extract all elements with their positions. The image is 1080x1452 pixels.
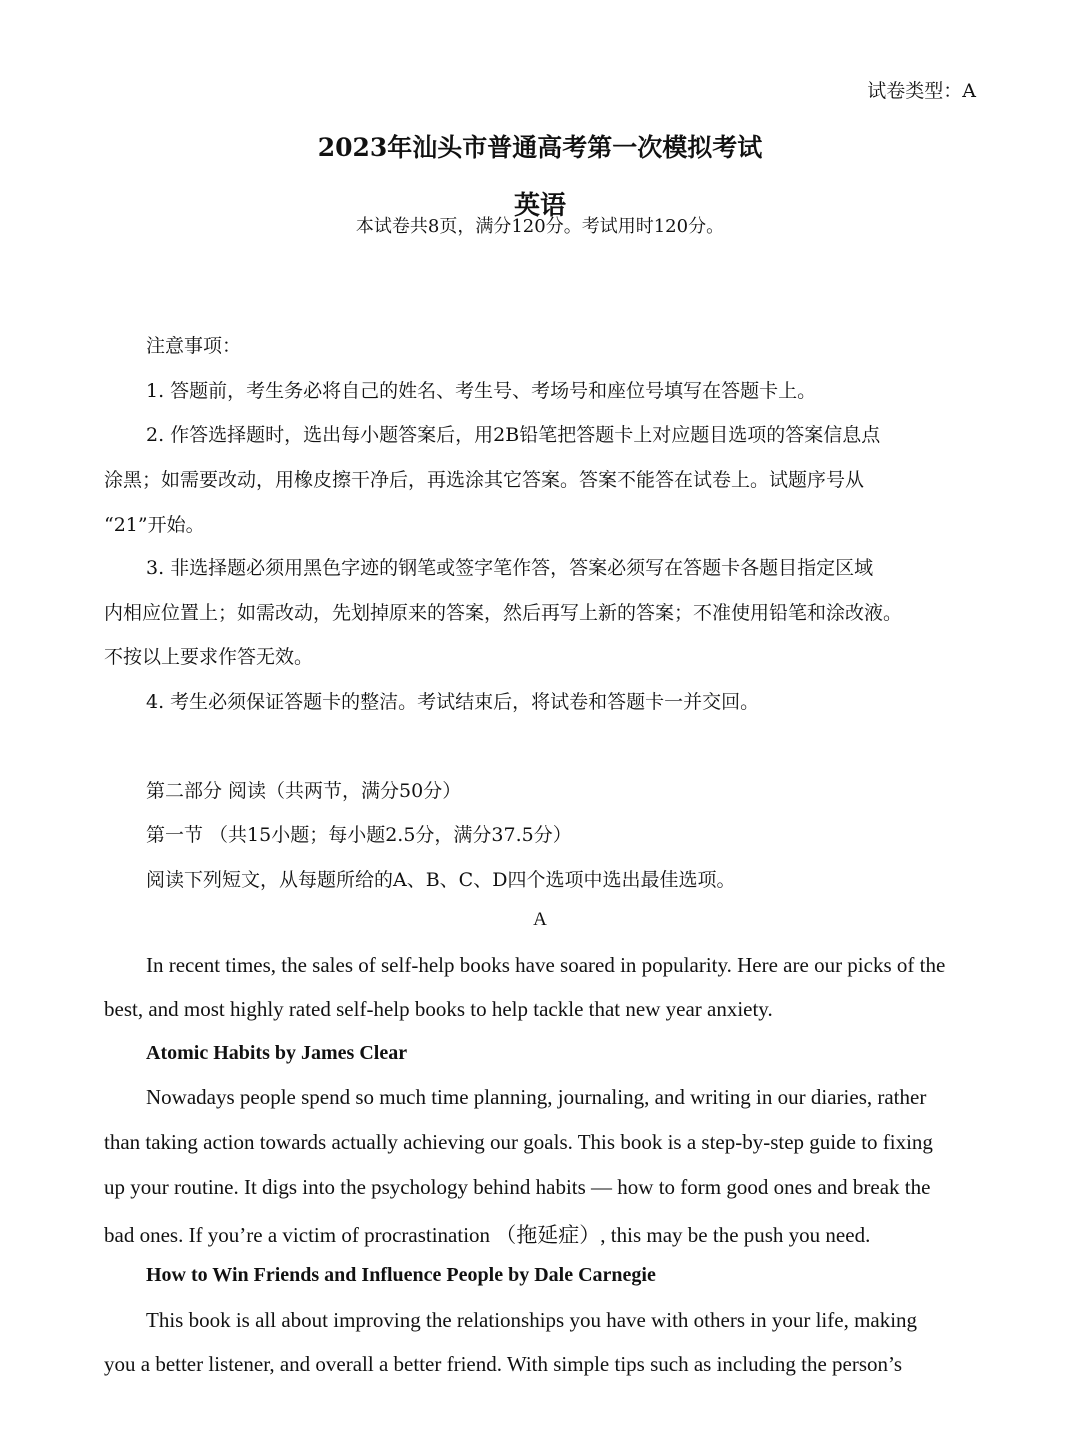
- notice-item: 4. 考生必须保证答题卡的整洁。考试结束后，将试卷和答题卡一并交回。: [146, 691, 760, 713]
- notice-item: 内相应位置上；如需改动，先划掉原来的答案，然后再写上新的答案；不准使用铅笔和涂改液。: [104, 602, 903, 624]
- section-part: 第二部分 阅读（共两节，满分50分）: [146, 780, 462, 802]
- notice-item: 1. 答题前，考生务必将自己的姓名、考生号、考场号和座位号填写在答题卡上。: [146, 380, 817, 402]
- section-subsection: 第一节 （共15小题；每小题2.5分，满分37.5分）: [146, 824, 572, 846]
- notice-item: 不按以上要求作答无效。: [104, 646, 314, 668]
- section-instruction: 阅读下列短文，从每题所给的A、B、C、D四个选项中选出最佳选项。: [146, 869, 736, 891]
- notice-heading: 注意事项：: [146, 335, 242, 357]
- passage-line: best, and most highly rated self-help books to help tackle that new year anxiety.: [104, 997, 773, 1021]
- passage-line: In recent times, the sales of self-help books have soared in popularity. Here are our picks of the: [146, 953, 946, 977]
- passage-line: Nowadays people spend so much time planning, journaling, and writing in our diaries, rather: [146, 1085, 927, 1109]
- passage-line: This book is all about improving the relationships you have with others in your life, making: [146, 1308, 918, 1332]
- exam-title: 2023年汕头市普通高考第一次模拟考试: [317, 133, 763, 162]
- notice-item: “21”开始。: [104, 514, 205, 536]
- paper-type: 试卷类型：A: [867, 80, 976, 102]
- book-title: Atomic Habits by James Clear: [146, 1042, 408, 1064]
- passage-line: than taking action towards actually achieving our goals. This book is a step-by-step guide to fixing: [104, 1130, 933, 1154]
- book-title: How to Win Friends and Influence People by Dale Carnegie: [146, 1264, 656, 1286]
- passage-line: you a better listener, and overall a better friend. With simple tips such as including the person’s: [104, 1352, 903, 1376]
- subject-title: 英语: [513, 191, 566, 221]
- notice-item: 涂黑；如需要改动，用橡皮擦干净后，再选涂其它答案。答案不能答在试卷上。试题序号从: [104, 469, 865, 491]
- passage-letter: A: [533, 909, 547, 930]
- passage-line: up your routine. It digs into the psychology behind habits — how to form good ones and break the: [104, 1175, 931, 1199]
- notice-item: 2. 作答选择题时，选出每小题答案后，用2B铅笔把答题卡上对应题目选项的答案信息点: [146, 424, 881, 446]
- passage-line: bad ones. If you’re a victim of procrastination （拖延症）, this may be the push you need.: [104, 1223, 871, 1247]
- notice-item: 3. 非选择题必须用黑色字迹的钢笔或签字笔作答，答案必须写在答题卡各题目指定区域: [146, 557, 874, 579]
- exam-info: 本试卷共8页，满分120分。考试用时120分。: [355, 216, 725, 237]
